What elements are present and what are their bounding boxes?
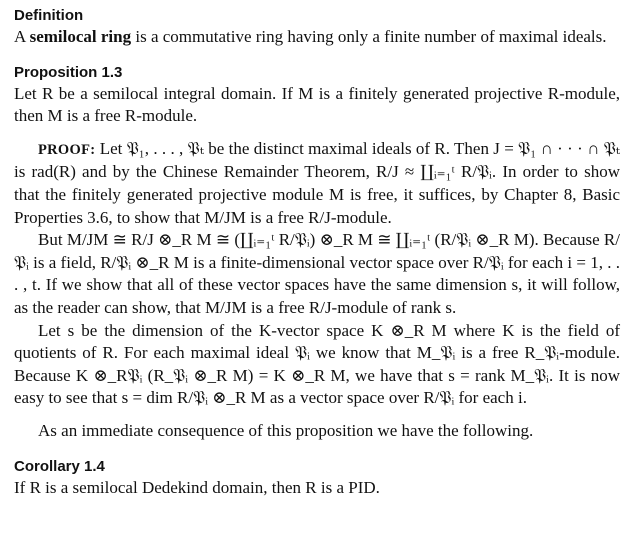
definition-heading: Definition	[14, 7, 84, 24]
proof-paragraph-1: PROOF: Let 𝔓₁, . . . , 𝔓ₜ be the distinct maximal ideals of R. Then J = 𝔓₁ ∩ · · · ∩ 𝔓ₜ is rad(R) and by the Chinese Remainder Theorem, R/J ≈ ∐ᵢ₌₁ᵗ R/𝔓ᵢ. In order to show that the finitely generated projective module M is free, it suffices, by Chapter 8, Basic Properties 3.6, to show that M/JM is a free R/J-module.	[14, 138, 620, 227]
proof-paragraph-3: Let s be the dimension of the K-vector space K ⊗_R M where K is the field of quotients of R. For each maximal ideal 𝔓ᵢ we know that M_𝔓ᵢ is a free R_𝔓ᵢ-module. Because K ⊗_R𝔓ᵢ (R_𝔓ᵢ ⊗_R M) = K ⊗_R M, we have that s = rank M_𝔓ᵢ. It is now easy to see that s = dim R/𝔓ᵢ ⊗_R M as a vector space over R/𝔓ᵢ for each i.	[14, 320, 620, 408]
definition-text: A semilocal ring is a commutative ring having only a finite number of maximal ideals.	[14, 27, 607, 46]
proof-label: PROOF:	[38, 141, 96, 158]
proof-paragraph-2: But M/JM ≅ R/J ⊗_R M ≅ (∐ᵢ₌₁ᵗ R/𝔓ᵢ) ⊗_R M ≅ ∐ᵢ₌₁ᵗ (R/𝔓ᵢ ⊗_R M). Because R/𝔓ᵢ is a field, R/𝔓ᵢ ⊗_R M is a finite-dimensional vector space over R/𝔓ᵢ for each i = 1, . . . , t. If we show that all of these vector spaces have the same dimension s, it will follow, as the reader can show, that M/JM is a free R/J-module of rank s.	[14, 230, 620, 317]
defined-term: semilocal ring	[29, 27, 132, 46]
proposition-heading: Proposition 1.3	[14, 63, 123, 81]
closing-sentence: As an immediate consequence of this proposition we have the following.	[38, 420, 534, 440]
document-page	[14, 6, 620, 499]
proposition-statement: Let R be a semilocal integral domain. If M is a finitely generated projective R-module, then M is a free R-module.	[14, 83, 620, 126]
corollary-heading: Corollary 1.4	[14, 457, 105, 475]
corollary-statement: If R is a semilocal Dedekind domain, then R is a PID.	[14, 477, 380, 497]
